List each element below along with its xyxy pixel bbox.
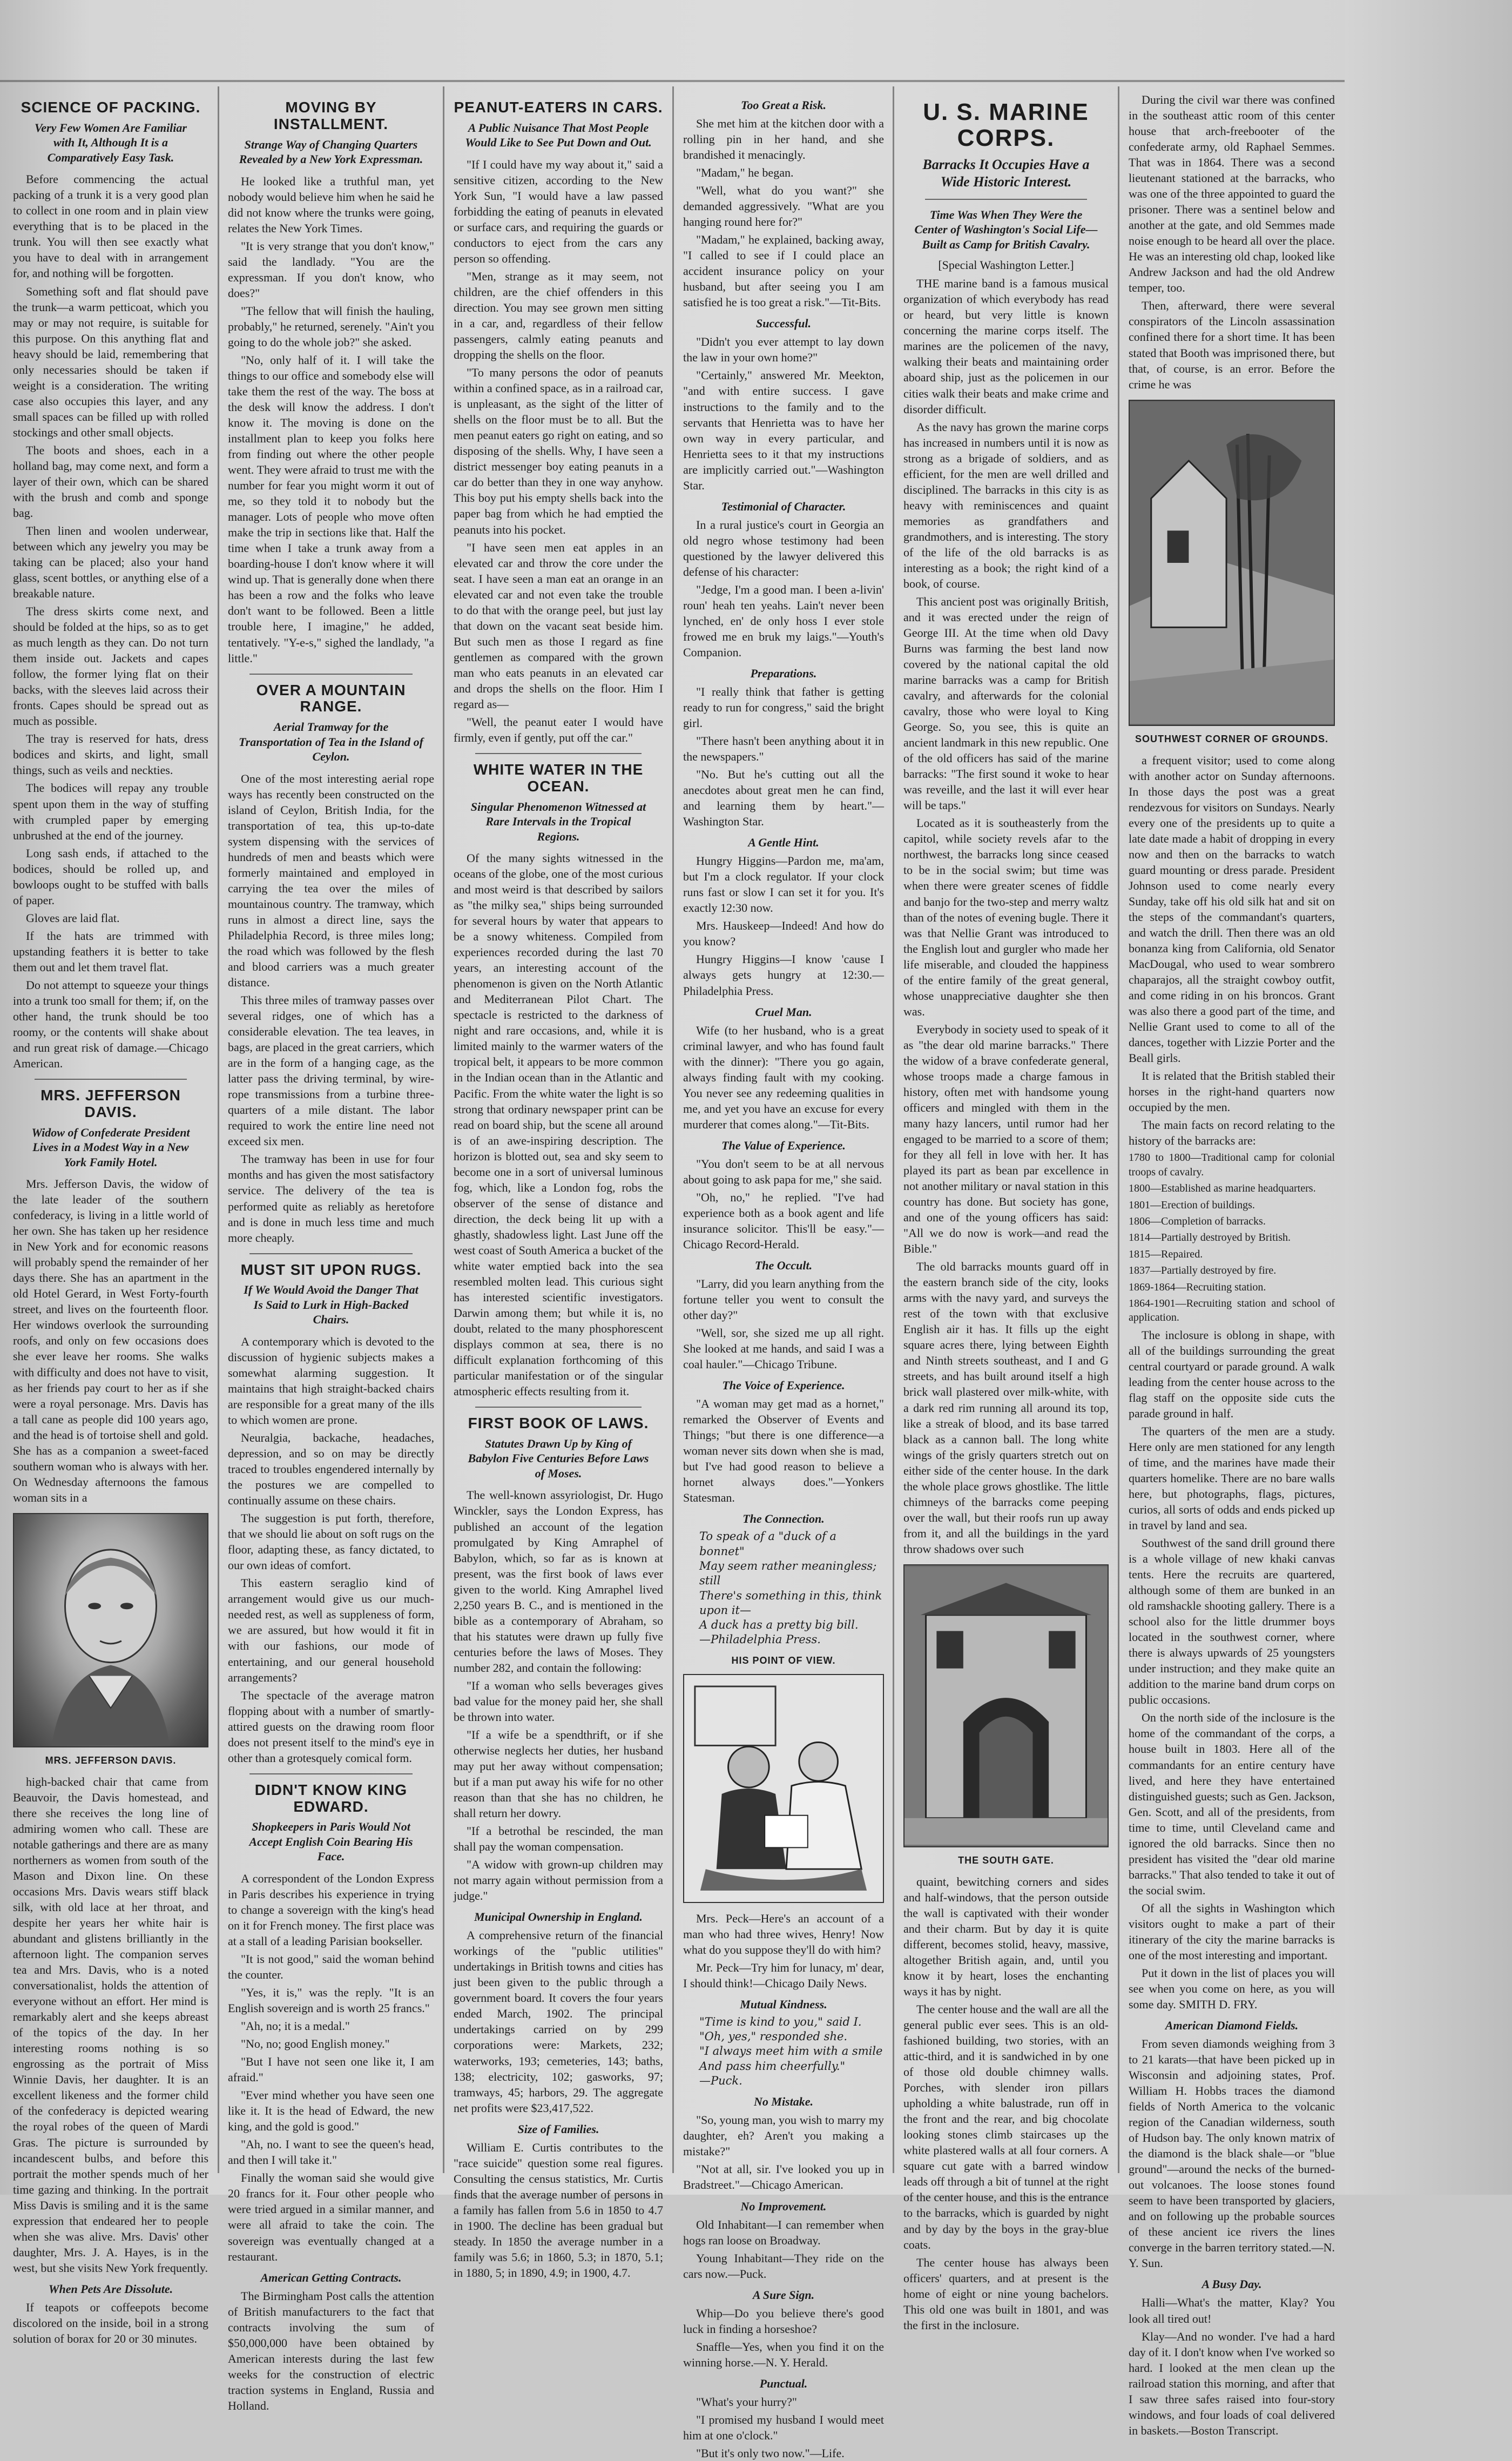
paragraph: "Certainly," answered Mr. Meekton, "and with entire success. I gave instructions to the family and to the servants that Henrietta was to have her own way in every particular, and Henrietta sees to it that my instructions are implicitly carried out."—Washington Star. [683,368,884,492]
paragraph: The main facts on record relating to the history of the barracks are: [1129,1118,1335,1148]
paragraph: A correspondent of the London Express in Paris describes his experience in trying to change a sovereign with the king's head on it for French money. The first place was at a stall of a leading Parisian bookseller. [228,1871,434,1948]
verse-line: "Time is kind to you," said I. [699,2015,862,2028]
paragraph: "Well, what do you want?" she demanded aggressively. "What are you hanging round here for?" [683,184,884,229]
portrait-caption: MRS. JEFFERSON DAVIS. [45,1754,177,1766]
column-2 [220,92,442,2412]
deck: Time Was When They Were the Center of Washington's Social Life—Built as Camp for British Cavalry. [914,207,1098,251]
headline-white-water: WHITE WATER IN THE OCEAN. [473,761,644,795]
paragraph: The center house has always been officers' quarters, and at present is the home of eight or nine young bachelors. This old one was built in 1801, and was the first in the inclosure. [903,2255,1109,2332]
subhead: American Diamond Fields. [1165,2019,1299,2033]
paragraph: The dress skirts come next, and should be folded at the hips, so as to get as much length as they can. Do not turn them inside out. Jackets and capes follow, the former lying flat on their backs, with the sleeves laid across their fronts. Capes should be spread out as much as possible. [13,604,208,728]
subhead: The Connection. [742,1512,825,1526]
column-6 [1121,92,1342,2437]
paragraph: "No. But he's cutting out all the anecdotes about great men he can find, and learning them by heart."—Washington Star. [683,768,884,829]
subhead: The Voice of Experience. [722,1379,845,1393]
column-3 [446,92,671,2280]
verse-line: May seem rather meaningless; still [699,1559,877,1588]
paragraph: "You don't seem to be at all nervous about going to ask papa for me," she said. [683,1156,884,1186]
paragraph: 1780 to 1800—Traditional camp for colonial troops of cavalry. [1129,1152,1335,1178]
subhead: Successful. [755,317,812,331]
paragraph: 1800—Established as marine headquarters. [1129,1182,1316,1195]
headline-mrs-jefferson-davis: MRS. JEFFERSON DAVIS. [40,1087,181,1120]
subhead: A Gentle Hint. [748,836,819,850]
verse-line: And pass him cheerfully." [699,2059,846,2073]
paragraph: She met him at the kitchen door with a rolling pin in her hand, and she brandished it menacingly. [683,117,884,162]
paragraph: "Madam," he explained, backing away, "I called to see if I could place an accident insurance policy on your husband, but after seeing you I am satisfied he is too great a risk."—Tit-Bits. [683,233,884,310]
paragraph: "Men, strange as it may seem, not children, are the chief offenders in this direction. You may see grown men sitting in a car, and, regardless of their fellow passengers, calmly eating peanuts and dropping the shells on the floor. [454,270,663,362]
section-divider [249,674,413,675]
paragraph: 1837—Partially destroyed by fire. [1129,1265,1277,1277]
headline-peanut-eaters: PEANUT-EATERS IN CARS. [454,99,663,116]
deck: Barracks It Occupies Have a Wide Historic Interest. [922,156,1090,190]
paragraph: Before commencing the actual packing of a trunk it is a very good plan to collect in one room and in plain view everything that is to be placed in the trunk. You will then see exactly what you have to deal with in arrangement for, and nothing will be forgotten. [13,172,208,280]
deck: Statutes Drawn Up by King of Babylon Five Centuries Before Laws of Moses. [468,1436,649,1480]
gate-caption: THE SOUTH GATE. [958,1854,1054,1866]
paragraph: "So, young man, you wish to marry my daughter, eh? Aren't you making a mistake?" [683,2113,884,2159]
paragraph: Whip—Do you believe there's good luck in finding a horseshoe? [683,2306,884,2336]
subhead: When Pets Are Dissolute. [48,2282,173,2296]
paragraph: The boots and shoes, each in a holland bag, may come next, and form a layer of their own, which can be shared with the brush and comb and sponge bag. [13,443,208,520]
paragraph: Finally the woman said she would give 20 francs for it. Four other people who were tried argued in a similar manner, and were all afraid to take the coin. The sovereign was eventually changed at a restaurant. [228,2171,434,2263]
deck: Strange Way of Changing Quarters Revealed by a New York Expressman. [239,137,423,166]
page-margin [1345,0,1512,2195]
paragraph: "A woman may get mad as a hornet," remarked the Observer of Events and Things; "but there is one difference—a woman never sits down when she is mad, but I've had good reason to believe a hornet always does."—Yonkers Statesman. [683,1397,884,1505]
paragraph: "Larry, did you learn anything from the fortune teller you went to consult the other day?" [683,1276,884,1322]
paragraph: Of the many sights witnessed in the oceans of the globe, one of the most curious and most weird is that described by sailors as "the milky sea," ships being surrounded for several hours by water that appears to be a snowy whiteness. Compiled from experiences recorded during the last 70 years, an interesting account of the phenomenon is given on the North Atlantic and Mediterranean Pilot Chart. The spectacle is restricted to the darkness of night and rare occasions, and, while it is limited mainly to the warmer waters of the tropical belt, it appears to be more common in the Indian ocean than in the Atlantic and Pacific. From the white water the light is so strong that ordinary newspaper print can be read on board ship, but the scene all around is of an awe-inspiring description. The horizon is blotted out, sea and sky seem to become one in a sort of universal luminous fog, which, like a London fog, robs the observer of the sense of distance and direction, the deck being lit up with a ghastly, shadowless light. Last June off the west coast of South America a bucket of the white water emptied back into the sea resembled molten lead. This curious sight has interested scientific investigators. Darwin among them; but while it is, no doubt, related to the many phosphorescent displays common at sea, there is no difficult explanation forthcoming of this particular manifestation or of the singular atmospheric effects resulting from it. [454,851,663,1398]
verse-line: "Oh, yes," responded she. [699,2030,848,2043]
headline-us-marine-corps: U. S. MARINE CORPS. [923,99,1089,152]
paragraph: "If a betrothal be rescinded, the man shall pay the woman compensation. [454,1824,663,1854]
article-body [13,171,208,1071]
paragraph: "What's your hurry?" [696,2395,797,2409]
paragraph: William E. Curtis contributes to the "race suicide" question some real figures. Consulting the census statistics, Mr. Curtis finds that the average number of persons in a family has fallen from 5.6 in 1850 to 4.7 in 1900. The decline has been gradual but steady. In 1850 the average number in a family was 5.6; in 1860, 5.3; in 1870, 5.1; in 1880, 5; in 1890, 4.9; in 1900, 4.7. [454,2140,663,2280]
subhead: The Occult. [754,1258,813,1272]
headline-over-a-mountain-range: OVER A MOUNTAIN RANGE. [256,681,406,715]
paragraph: The quarters of the men are a study. Here only are men stationed for any length of time, and the marines have made their quarters homelike. There are no bare walls here, but photographs, flags, pictures, curios, all sorts of odds and ends picked up in travel by land and sea. [1129,1424,1335,1532]
subhead: A Sure Sign. [752,2288,815,2302]
cartoon-illustration [683,1674,884,1903]
paragraph: 1864-1901—Recruiting station and school of application. [1129,1297,1335,1324]
paragraph: quaint, bewitching corners and sides and half-windows, that the person outside the wall is captivated with their wonder and their charm. But by day it is quite different, becomes stolid, heavy, massive, altogether British again, and, until you know it by heart, loses the enchanting ways it has by night. [903,1874,1109,1999]
paragraph: "I have seen men eat apples in an elevated car and throw the core under the seat. I have seen a man eat an orange in an elevated car and not even take the trouble to do that with the orange peel, but just lay that down on the vacant seat beside him. But such men as those I regard as fine gentlemen as compared with the grown man who eats peanuts in an elevated car and drops the shells on the floor. Him I regard as— [454,540,663,711]
headline-didnt-know-king-edward: DIDN'T KNOW KING EDWARD. [254,1781,408,1815]
verse-line: To speak of a "duck of a bonnet" [699,1530,836,1558]
paragraph: THE marine band is a famous musical organization of which everybody has read or heard, but very little is known concerning the marine corps itself. The marines are the policemen of the navy, walking their beats and maintaining order aboard ship, just as the policemen in our cities walk their beats and make crime and disorder difficult. [903,277,1109,416]
paragraph: Then, afterward, there were several conspirators of the Lincoln assassination confined there for a short time. It has been stated that Booth was imprisoned there, but that, of course, is an error. Before the crime he was [1129,299,1335,391]
paragraph: Southwest of the sand drill ground there is a whole village of new khaki canvas tents. Here the recruits are quartered, although some of them are bunked in an old ramshackle shooting gallery. There is a school also for the little drummer boys located in the southwest corner, where there is always upwards of 25 youngsters under instruction; and they make quite an addition to the marine band drum corps on public occasions. [1129,1536,1335,1707]
paragraph: It is related that the British stabled their horses in the right-hand quarters now occupied by the men. [1129,1069,1335,1114]
paragraph: This eastern seraglio kind of arrangement would give us our much-needed rest, as well as suppleness of form, we are assured, but how would it fit in with our fashions, our mode of entertaining, and our general household arrangements? [228,1576,434,1684]
paragraph: "Yes, it is," was the reply. "It is an English sovereign and is worth 25 francs." [228,1986,434,2015]
paragraph: The suggestion is put forth, therefore, that we should lie about on soft rugs on the floor, adapting these, as fancy dictated, to our own ideas of comfort. [228,1511,434,1572]
paragraph: "It is very strange that you don't know," said the landlady. "You are the expressman. If you don't know, who does?" [228,239,434,300]
paragraph: "Well, the peanut eater I would have firmly, even if gently, put off the car." [454,715,663,744]
paragraph: From seven diamonds weighing from 3 to 21 karats—that have been picked up in Wisconsin and adjoining states, Prof. William H. Hobbs traces the diamond fields of North America to the volcanic region of the Canadian wilderness, south of Hudson bay. The only known matrix of the diamond is the black shale—or "blue ground"—around the necks of the burned-out volcanoes. The loose stones found seem to have been transported by glaciers, and on following up the probable sources of these ancient ice rivers the lines converge in the barren territory stated.—N. Y. Sun. [1129,2037,1335,2270]
paragraph: "Ah, no. I want to see the queen's head, and then I will take it." [228,2137,434,2167]
corner-caption: SOUTHWEST CORNER OF GROUNDS. [1135,733,1328,744]
subhead: Cruel Man. [755,1005,812,1019]
paragraph: "A widow with grown-up children may not marry again without permission from a judge." [454,1858,663,1903]
verse-line: —Puck. [699,2074,742,2088]
deck: If We Would Avoid the Danger That Is Said to Lurk in High-Backed Chairs. [244,1283,418,1327]
paragraph: "To many persons the odor of peanuts within a confined space, as in a railroad car, is unpleasant, as the sight of the litter of shells on the floor must be to all. But the men peanut eaters go right on eating, and so disposing of the shells. Why, I have seen a district messenger boy eating peanuts in a car do better than they in one way anyhow. This boy put his empty shells back into the paper bag from which he had emptied the peanuts into his pocket. [454,366,663,536]
south-gate-illustration [903,1564,1109,1847]
paragraph: "If a wife be a spendthrift, or if she otherwise neglects her duties, her husband may put her away without compensation; but if a man put away his wife for no other reason than that she has no children, he shall return her dowry. [454,1727,663,1820]
paragraph: "If I could have my way about it," said a sensitive citizen, according to the New York Sun, "I would have a law passed forbidding the eating of peanuts in elevated or surface cars, and requiring the guards or conductors to eject from the cars any person so offending. [454,157,663,265]
paragraph: The old barracks mounts guard off in the eastern branch side of the city, looks arms with the navy yard, and surveys the rest of the town with that exclusive English air it has. It fills up the eight square acres there, lying between Eighth and Ninth streets southeast, and I and G streets, and has built around itself a high brick wall plastered over milk-white, with a dark red rim running all around its top, like a streak of blood, and its base tarred black as a cannon ball. The long white wings of the grisly quarters stretch out on either side of the center house. In the dark the whole place grows ghostlike. The little chimneys of the barracks come peeping over the wall, but their roofs run up away from it, and all the buildings in the yard throw shadows over such [903,1260,1109,1556]
deck: Singular Phenomenon Witnessed at Rare Intervals in the Tropical Regions. [470,799,646,843]
paragraph: Everybody in society used to speak of it as "the dear old marine barracks." There the widow of a brave confederate general, whose troops made a charge famous in history, often met with handsome young officers and mingled with them in the many hazy lancers, until rumor had her engaged to be married to a score of them; for they all fell in love with her. It has played its part as bean par excellence in not another military or naval station in this country has done. But society has gone, and one of the young officers has said: "All we do now is work—and read the Bible." [903,1022,1109,1256]
column-4 [676,92,892,2460]
paragraph: "I promised my husband I would meet him at one o'clock." [683,2412,884,2442]
headline-moving-by-installment: MOVING BY INSTALLMENT. [273,99,389,132]
column-rule [1118,86,1119,2173]
subhead: The Value of Experience. [721,1138,846,1152]
subhead: Size of Families. [517,2122,599,2136]
paragraph: This ancient post was originally British, and it was erected under the reign of George III. At the time when old Davy Burns was farming the best land now covered by the national capital the old marine barracks was a camp for British cavalry, and afterwards for the colonial cavalry, those who were loyal to King George. So, you see, this is quite an ancient landmark in this new republic. One of the old officers has said of the marine barracks: "The first sound it woke to hear was reveille, and the last it will ever hear will be taps." [903,594,1109,812]
column-5 [896,92,1116,2332]
column-rule [218,86,219,2173]
paragraph: 1806—Completion of barracks. [1129,1215,1266,1227]
column-1 [5,92,216,2345]
section-divider [35,1079,187,1080]
paragraph: The Birmingham Post calls the attention of British manufacturers to the fact that contracts involving the sum of $50,000,000 have been obtained by American interests during the last few weeks for the construction of electric traction systems in England, Russia and Holland. [228,2289,434,2412]
paragraph: "Ah, no; it is a medal." [241,2019,350,2033]
paragraph: "Madam," he began. [696,166,794,180]
paragraph: "No, only half of it. I will take the things to our office and somebody else will take them the rest of the way. The boss at the desk will know the address. I don't know it. The moving is done on the installment plan to keep you folks here from finding out where the other people went. They were afraid to trust me with the number for fear you might worm it out of me, so they told it to nobody but the manager. Lots of people who move often make the trip in sections like that. Half the time when I take a trunk away from a boarding-house I don't know where it will wind up. That is generally done when there has been a row and the folks who leave don't want to be followed. Been a little trouble here, I imagine," he added, tentatively. "Y-e-s," sighed the landlady, "a little." [228,353,434,665]
paragraph: On the north side of the inclosure is the home of the commandant of the corps, a house built in 1803. Here all of the commandants for an entire century have lived, and here they have entertained distinguished guests; such as Gen. Jackson, Gen. Scott, and all of the presidents, from time to time, until Cleveland came and ignored the old barracks. Since then no president has visited the "dear old marine barracks." That also tended to take it out of the social swim. [1129,1711,1335,1897]
verse-line: —Philadelphia Press. [699,1633,821,1646]
paragraph: Mrs. Hauskeep—Indeed! And how do you know? [683,919,884,949]
paragraph: Of all the sights in Washington which visitors ought to make a part of their itinerary of the city the marine barracks is one of the most interesting and important. [1129,1901,1335,1962]
subhead: A Busy Day. [1202,2277,1262,2291]
section-divider [475,1407,642,1408]
paragraph: A comprehensive return of the financial workings of the "public utilities" undertakings in British towns and cities has just been given to the public through a government board. It covers the four years ended March, 1902. The principal undertakings carried on by 299 corporations were: Markets, 232; waterworks, 193; cemeteries, 143; baths, 138; electricity, 102; gasworks, 97; tramways, 45; harbors, 29. The aggregate net profits were $23,417,522. [454,1928,663,2115]
corner-sketch [1130,401,1334,725]
subhead: Testimonial of Character. [721,499,846,513]
paragraph: Hungry Higgins—Pardon me, ma'am, but I'm a clock regulator. If your clock runs fast or slow I can set it for you. It's exactly 12:30 now. [683,854,884,915]
section-divider [249,1253,413,1254]
paragraph: 1815—Repaired. [1129,1248,1203,1260]
paragraph: Old Inhabitant—I can remember when hogs ran loose on Broadway. [683,2217,884,2247]
subhead: Punctual. [759,2376,808,2390]
paragraph: Young Inhabitant—They ride on the cars now.—Puck. [683,2251,884,2281]
paragraph: The inclosure is oblong in shape, with all of the buildings surrounding the great central courtyard or parade ground. A walk leading from the center house across to the flag staff on the opposite side cuts the parade ground in half. [1129,1328,1335,1420]
paragraph: If teapots or coffeepots become discolored on the inside, boil in a strong solution of borax for 20 or 30 minutes. [13,2300,208,2345]
subhead: Preparations. [750,666,817,680]
paragraph: Long sash ends, if attached to the bodices, should be rolled up, and bowloops ought to be stuffed with balls of paper. [13,846,208,907]
paragraph: Mrs. Peck—Here's an account of a man who had three wives, Henry! Now what do you suppose they'll do with him? [683,1911,884,1956]
paragraph: Put it down in the list of places you will see when you come on here, as you will some day. SMITH D. FRY. [1129,1966,1335,2011]
paragraph: Mrs. Jefferson Davis, the widow of the late leader of the southern confederacy, is living in a little world of her own. She has taken up her residence in New York and for economic reasons will probably spend the remainder of her days there. She has an apartment in the old Hotel Gerard, in West Forty-fourth street, and lives on the fourteenth floor. Her windows overlook the surrounding roofs, and only on few occasions does she ever leave her rooms. She walks with difficulty and does not have to visit, as her friends pay court to her as if she were a royal personage. Mrs. Davis has a tall cane as people did 100 years ago, and the head is of tortoise shell and gold. She has as a companion a sweet-faced southern woman who is always with her. On Wednesday afternoons the famous woman sits in a [13,1177,208,1504]
deck: A Public Nuisance That Most People Would Like to See Put Down and Out. [465,120,652,150]
verse-line: There's something in this, think upon it— [699,1589,882,1617]
paragraph: a frequent visitor; used to come along with another actor on Sunday afternoons. In those days the post was a great rendezvous for visitors on Sundays. Nearly every one of the presidents up to quite a late date made a habit of dropping in every now and then on the barracks to watch guard mounting or dress parade. President Johnson used to come nearly every Sunday, take off his old silk hat and sit on the steps of the commandant's quarters, and watch the drill. Then there was an old bonanza king from California, old Senator MacDougal, who used to wear sombrero chaparajos, all the straight cowboy outfit, and come riding in on his broncos. Grant was also there a good part of the time, and Nellie Grant used to come to all of the dances, together with Lizzie Porter and the Beall girls. [1129,753,1335,1065]
subhead: Too Great a Risk. [740,98,827,112]
paragraph: "Jedge, I'm a good man. I been a-livin' roun' heah ten yeahs. Lain't never been lynched, en' de only hoss I ever stole frowed me en bruk my laigs."—Youth's Companion. [683,582,884,659]
paragraph: "No, no; good English money." [241,2037,390,2051]
paragraph: The spectacle of the average matron flopping about with a number of smartly-attired guests on the drawing room floor does not present itself to the mind's eye in other than a grotesquely comical form. [228,1688,434,1765]
paragraph: 1814—Partially destroyed by British. [1129,1232,1291,1244]
dateline: [Special Washington Letter.] [938,258,1074,272]
paragraph: He looked like a truthful man, yet nobody would believe him when he said he did not know where the trunks were going, relates the New York Times. [228,174,434,235]
paragraph: In a rural justice's court in Georgia an old negro whose testimony had been questioned by the lawyer delivered this defense of his character: [683,517,884,579]
deck: Very Few Women Are Familiar with It, Although It is a Comparatively Easy Task. [35,120,187,164]
portrait-illustration [13,1513,208,1747]
masthead-rule [0,80,1512,82]
paragraph: "Oh, no," he replied. "I've had experience both as a book agent and life insurance solicitor. This'll be easy."—Chicago Record-Herald. [683,1190,884,1251]
paragraph: The tray is reserved for hats, dress bodices and skirts, and light, small things, such as veils and neckties. [13,732,208,777]
deck: Widow of Confederate President Lives in a Modest Way in a New York Family Hotel. [31,1125,190,1169]
paragraph: As the navy has grown the marine corps has increased in numbers until it is now as strong as a brigade of soldiers, and as efficient, for the men are well drilled and disciplined. The barracks in this city is as heavy with reminiscences and quaint memories as grandfathers and grandmothers, and is interesting. The story of the life of the old barracks is as interesting as a book; the right kind of a book, of course. [903,420,1109,590]
headline-first-book-of-laws: FIRST BOOK OF LAWS. [468,1415,649,1432]
paragraph: 1801—Erection of buildings. [1129,1199,1255,1211]
subhead: No Improvement. [740,2199,827,2213]
verse [699,1529,884,1647]
paragraph: Do not attempt to squeeze your things into a trunk too small for them; if, on the other hand, the trunk should be too roomy, or the contents will shake about and run great risk of damage.—Chicago American. [13,978,208,1071]
verse-line: A duck has a pretty big bill. [699,1618,859,1632]
paragraph: "Didn't you ever attempt to lay down the law in your own home?" [683,335,884,365]
subhead: Mutual Kindness. [740,1997,827,2011]
paragraph: "Well, sor, she sized me up all right. She looked at me hands, and said I was a coal hauler."—Chicago Tribune. [683,1326,884,1371]
section-divider [475,753,642,754]
paragraph: Wife (to her husband, who is a great criminal lawyer, and who has found fault with the dinner): "There you go again, always finding fault with my cooking. You never see any redeeming qualities in me, and yet you have an excuse for every murderer that comes along."—Tit-Bits. [683,1023,884,1131]
paragraph: The tramway has been in use for four months and has given the most satisfactory service. The delivery of the tea is performed quite as reliably as heretofore and is done in much less time and much more cheaply. [228,1152,434,1245]
verse-line: "I always meet him with a smile [699,2045,883,2058]
paragraph: "But I have not seen one like it, I am afraid." [228,2055,434,2085]
paragraph: "If a woman who sells beverages gives bad value for the money paid her, she shall be thrown into water. [454,1678,663,1724]
paragraph: During the civil war there was confined in the southeast attic room of this center house that arch-freebooter of the confederate army, old Raphael Semmes. That was in 1864. There was a second lieutenant stationed at the barracks, who was one of the three appointed to guard the prisoner. There was a sentinel below and another at the gate, and old Semmes made noise enough to be heard all over the place. He was an interesting old chap, looked like Andrew Jackson and had the old Andrew temper, too. [1129,93,1335,295]
portrait-sketch [14,1514,207,1746]
paragraph: Something soft and flat should pave the trunk—a warm petticoat, which you may or may not require, is suitable for this purpose. On this anything flat and heavy should be laid, remembering that only necessaries should be taken if weight is a consideration. The writing case also occupies this layer, and any small spaces can be filled up with rolled stockings and other small objects. [13,284,208,439]
gate-sketch [905,1565,1108,1846]
section-divider [925,199,1087,200]
subhead: American Getting Contracts. [260,2270,402,2284]
deck: Shopkeepers in Paris Would Not Accept English Coin Bearing His Face. [249,1820,413,1864]
deck: Aerial Tramway for the Transportation of Tea in the Island of Ceylon. [239,720,423,764]
section-divider [249,1773,413,1774]
paragraph: Mr. Peck—Try him for lunacy, m' dear, I should think!—Chicago Daily News. [683,1960,884,1990]
subhead: Municipal Ownership in England. [474,1910,643,1924]
cartoon-sketch [684,1675,883,1902]
southwest-corner-illustration [1129,400,1335,726]
paragraph: Located as it is southeasterly from the capitol, while society revels afar to the northwest, the barracks long since ceased to be in the social swim; but time was when there were greater scenes of fiddle and banjo for the two-step and merry waltz than of the notes of evening bugle. There it was that Nellie Grant was introduced to the English lout and gurgler who made her life miserable, and clouded the happiness of the entire family of the great general, whose unappreciative daughter she then was. [903,816,1109,1018]
cartoon-title: HIS POINT OF VIEW. [731,1655,836,1666]
paragraph: "There hasn't been anything about it in the newspapers." [683,734,884,764]
paragraph: Hungry Higgins—I know 'cause I always gets hungry at 12:30.—Philadelphia Press. [683,952,884,998]
column-rule [893,86,894,2173]
paragraph: Then linen and woolen underwear, between which any jewelry you may be taking can be placed; also your hand glass, scent bottles, or anything else of a breakable nature. [13,523,208,601]
paragraph: "But it's only two now."—Life. [696,2446,845,2460]
paragraph: Klay—And no wonder. I've had a hard day of it. I don't know when I've worked so hard. I looked at the men clean up the railroad station this morning, and after that I saw three safes raised into four-story windows, and four loads of coal delivered in baskets.—Boston Transcript. [1129,2329,1335,2437]
paragraph: 1869-1864—Recruiting station. [1129,1281,1266,1293]
paragraph: "The fellow that will finish the hauling, probably," he returned, serenely. "Ain't you going to do the whole job?" she asked. [228,304,434,349]
headline-must-sit-upon-rugs: MUST SIT UPON RUGS. [240,1261,422,1278]
paragraph: The bodices will repay any trouble spent upon them in the way of stuffing with crumpled paper by emerging unbrushed at the end of the journey. [13,781,208,842]
column-rule [443,86,444,2173]
paragraph: Snaffle—Yes, when you find it on the winning horse.—N. Y. Herald. [683,2339,884,2369]
paragraph: "Not at all, sir. I've looked you up in Bradstreet."—Chicago American. [683,2162,884,2192]
paragraph: A contemporary which is devoted to the discussion of hygienic subjects makes a somewhat alarming suggestion. It maintains that high straight-backed chairs are responsible for a great many of the ills to which women are prone. [228,1334,434,1427]
paragraph: One of the most interesting aerial rope ways has recently been constructed on the island of Ceylon, British India, for the transportation of tea, this up-to-date system dispensing with the services of hundreds of men and beasts which were formerly maintained and employed in carrying the tea over the miles of mountainous country. The tramway, which runs in almost a direct line, says the Philadelphia Record, is three miles long; the road which was followed by the flesh and blood carriers was a much greater distance. [228,771,434,990]
paragraph: Neuralgia, backache, headaches, depression, and so on may be directly traced to troubles engendered internally by the postures we are compelled to continually assume on these chairs. [228,1431,434,1508]
paragraph: Halli—What's the matter, Klay? You look all tired out! [1129,2296,1335,2325]
paragraph: The center house and the wall are all the general public ever sees. This is an old-fashioned building, two stories, with an attic-third, and it is sandwiched in by one of those old double chimney walls. Porches, with slender iron pillars upholding a white balustrade, run off in the front and the rear, and big chocolate looking stones climb staircases up the white plastered walls at all four corners. A square cut gate with a barred window leads off through a bit of tunnel at the right of the center house, and this is the entrance to the barracks, which is guarded by night and by day by the boys in the gray-blue coats. [903,2002,1109,2251]
paragraph: "Ever mind whether you have seen one like it. It is the head of Edward, the new king, and the gold is good." [228,2088,434,2134]
verse [699,2015,884,2088]
paragraph: This three miles of tramway passes over several ridges, one of which has a considerable elevation. The tea leaves, in bags, are placed in the great carriers, which are in the form of a hanging cage, as the latter pass the driving terminal, by wire-rope transmissions from a turbine three-quarters of a mile distant. The labor required to work the entire line need not exceed six men. [228,993,434,1148]
paragraph: "It is not good," said the woman behind the counter. [228,1952,434,1982]
paragraph: The well-known assyriologist, Dr. Hugo Winckler, says the London Express, has published an account of the legation promulgated by King Amraphel of Babylon, which, so far as is known at present, was the first book of laws ever given to the world. King Amraphel lived 2,250 years B. C., and is mentioned in the bible as a contemporary of Abraham, so that his statutes were drawn up fully five centuries before the laws of Moses. They number 282, and contain the following: [454,1488,663,1675]
paragraph: high-backed chair that came from Beauvoir, the Davis homestead, and there she receives the long line of admiring women who call. These are notable gatherings and there are as many northerners as women from south of the Mason and Dixon line. On these occasions Mrs. Davis wears stiff black silk, with old lace at her throat, and despite her years her white hair is abundant and glistens brilliantly in the afternoon light. The companion serves tea and Mrs. Davis, who is a noted conversationalist, holds the attention of everyone without an effort. Her mind is remarkably alert and she keeps abreast of the topics of the day. In her interesting rooms nothing is so engrossing as the portrait of Miss Winnie Davis, her daughter. It is an excellent likeness and the former child of the confederacy is depicted wearing the royal robes of the queen of Mardi Gras. The picture is surrounded by incandescent bulbs, and before this portrait the mother spends much of her time gazing and thinking. In the portrait Miss Davis is smiling and it is the same expression that endeared her to people when she was alive. Mrs. Davis' other daughter, Mrs. J. A. Hayes, is in the west, but she visits New York frequently. [13,1774,208,2275]
subhead: No Mistake. [754,2095,813,2109]
headline-science-of-packing: SCIENCE OF PACKING. [21,99,201,116]
paragraph: If the hats are trimmed with upstanding feathers it is better to take them out and let them travel flat. [13,929,208,974]
paragraph: Gloves are laid flat. [26,911,120,925]
paragraph: "I really think that father is getting ready to run for congress," said the bright girl. [683,684,884,730]
column-rule [672,86,674,2173]
